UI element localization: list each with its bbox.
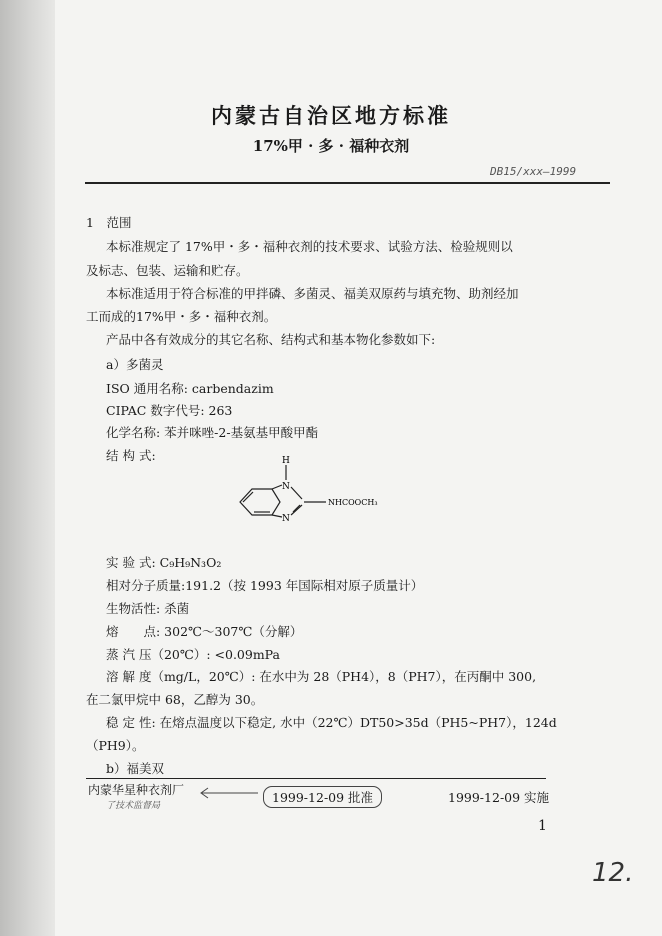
stability: 稳 定 性: 在熔点温度以下稳定, 水中（22℃）DT50>35d（PH5~PH7），124d xyxy=(106,715,557,730)
page-number: 1 xyxy=(538,818,547,834)
nitrogen-atom-label: N xyxy=(282,482,290,492)
paragraph-line: 及标志、包装、运输和贮存。 xyxy=(86,263,249,278)
footer-rule xyxy=(86,778,546,779)
benzene-ring xyxy=(240,489,280,515)
vapor-pressure: 蒸 汽 压（20℃）: <0.09mPa xyxy=(106,647,280,662)
molecular-weight: 相对分子质量:191.2（按 1993 年国际相对原子质量计） xyxy=(106,578,424,593)
handwritten-annotation: 了技术监督局 xyxy=(106,801,161,811)
cipac-code: CIPAC 数字代号: 263 xyxy=(106,403,233,418)
arrow-left-icon xyxy=(198,786,260,800)
item-heading-thiram: b）福美双 xyxy=(106,761,165,776)
chemical-name: 化学名称: 苯并咪唑-2-基氨基甲酸甲酯 xyxy=(106,425,319,440)
biological-activity: 生物活性: 杀菌 xyxy=(106,601,190,616)
approval-date: 1999-12-09 批准 xyxy=(263,786,382,808)
carbamate-substituent-label: NHCOOCH₃ xyxy=(328,498,378,507)
carbendazim-structure-diagram xyxy=(230,455,410,545)
item-heading-carbendazim: a）多菌灵 xyxy=(106,357,164,372)
paragraph-line: 工而成的17%甲・多・福种衣剂。 xyxy=(86,309,277,324)
handwritten-page-number: 12. xyxy=(592,858,634,888)
paragraph-line: 本标准规定了 17%甲・多・福种衣剂的技术要求、试验方法、检验规则以 xyxy=(106,239,513,254)
implementation-date: 1999-12-09 实施 xyxy=(448,790,550,805)
stability: （PH9）。 xyxy=(86,738,145,753)
standard-title: 内蒙古自治区地方标准 xyxy=(211,103,451,128)
iso-name: ISO 通用名称: carbendazim xyxy=(106,381,274,396)
paragraph-line: 本标准适用于符合标准的甲拌磷、多菌灵、福美双原药与填充物、助剂经加 xyxy=(106,286,519,301)
structure-label: 结 构 式: xyxy=(106,448,156,463)
solubility: 溶 解 度（mg/L，20℃）: 在水中为 28（PH4），8（PH7），在丙酮中 300, xyxy=(106,669,537,684)
solubility: 在二氯甲烷中 68，乙醇为 30。 xyxy=(86,692,264,707)
issuing-unit: 内蒙华星种衣剂厂 xyxy=(88,783,185,797)
paragraph-line: 产品中各有效成分的其它名称、结构式和基本物化参数如下: xyxy=(106,332,436,347)
hydrogen-atom-label: H xyxy=(282,456,290,466)
empirical-formula: 实 验 式: C₉H₉N₃O₂ xyxy=(106,555,222,570)
handwritten-standard-code: DB15/xxx—1999 xyxy=(490,165,577,178)
nitrogen-atom-label: N xyxy=(282,514,290,524)
melting-point: 熔 点: 302℃～307℃（分解） xyxy=(106,624,303,639)
header-rule xyxy=(85,182,610,184)
section-heading-scope: 1 范围 xyxy=(86,215,132,230)
product-subtitle: 17%甲 · 多 · 福种衣剂 xyxy=(252,137,410,155)
